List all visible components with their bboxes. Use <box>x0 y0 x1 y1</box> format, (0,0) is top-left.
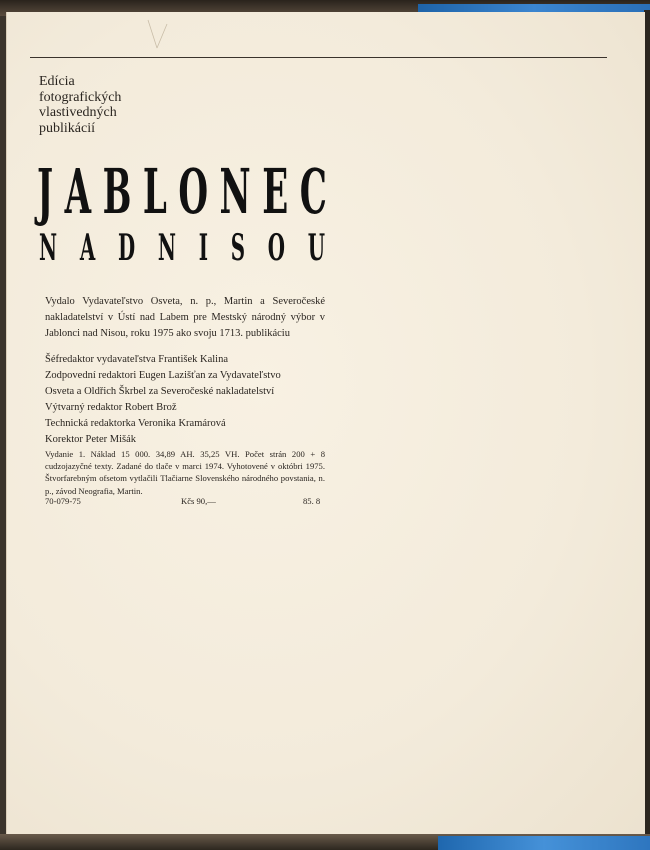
staff-line: Technická redaktorka Veronika Kramárová <box>45 418 226 429</box>
title-letter: O <box>178 155 209 228</box>
series-title <box>39 74 121 136</box>
title-letter: C <box>299 155 327 228</box>
staff-line: Výtvarný redaktor Robert Brož <box>45 402 177 413</box>
title-letter: O <box>267 227 285 269</box>
title-letter: U <box>307 227 325 269</box>
book-bottom-edge <box>0 834 650 850</box>
publisher-statement: Vydalo Vydavateľstvo Osveta, n. p., Martin a Severočeské nakladatelství v Ústí nad Labem pre Mestský národný výbor v Jablonci nad Nisou, roku 1975 ako svoju 1713. publikáciu <box>45 296 325 339</box>
staff-line: Zodpovední redaktori Eugen Lazišťan za Vydavateľstvo <box>45 370 281 381</box>
catalog-codes <box>45 496 325 510</box>
staff-line: Korektor Peter Mišák <box>45 434 136 445</box>
pencil-mark <box>145 18 173 52</box>
title-letter: B <box>102 155 132 228</box>
staff-line: Osveta a Oldřich Škrbel za Severočeské nakladatelství <box>45 386 275 397</box>
series-line: fotografických <box>39 89 122 105</box>
title-letter: A <box>64 155 92 228</box>
title-letter: D <box>117 227 136 269</box>
staff-line: Šéfredaktor vydavateľstva František Kalina <box>45 354 228 365</box>
title-letter: N <box>39 227 58 269</box>
title-letter: L <box>142 155 167 228</box>
top-rule <box>30 57 607 58</box>
price: Kčs 90,— <box>181 496 216 506</box>
imprint-details: Vydanie 1. Náklad 15 000. 34,89 AH. 35,25 VH. Počet strán 200 + 8 cudzojazyčné texty. Zadané do tlače v marci 1974. Vyhotovené v októbri 1975. Štvorfarebným ofsetom vytlačili Tlačiarne Slovenského národného povstania, n. p., závod Neografia, Martin. <box>45 449 325 496</box>
title-page <box>6 12 645 837</box>
code-number: 85. 8 <box>303 496 321 506</box>
catalog-number: 70-079-75 <box>45 496 81 506</box>
series-line: Edícia <box>39 74 75 89</box>
series-line: vlastivedných <box>39 105 117 120</box>
title-letter: J <box>37 155 54 228</box>
title-letter: A <box>79 227 96 269</box>
title-letter: N <box>219 155 251 228</box>
title-letter: S <box>230 227 245 269</box>
title-letter: I <box>198 227 208 269</box>
title-letter: E <box>262 155 289 228</box>
book-title-line1 <box>37 155 327 228</box>
cover-blue-strip-bottom <box>438 836 650 850</box>
editorial-staff <box>45 352 330 448</box>
book-title-line2 <box>39 229 325 267</box>
title-letter: N <box>157 227 176 269</box>
series-line: publikácií <box>39 120 95 136</box>
